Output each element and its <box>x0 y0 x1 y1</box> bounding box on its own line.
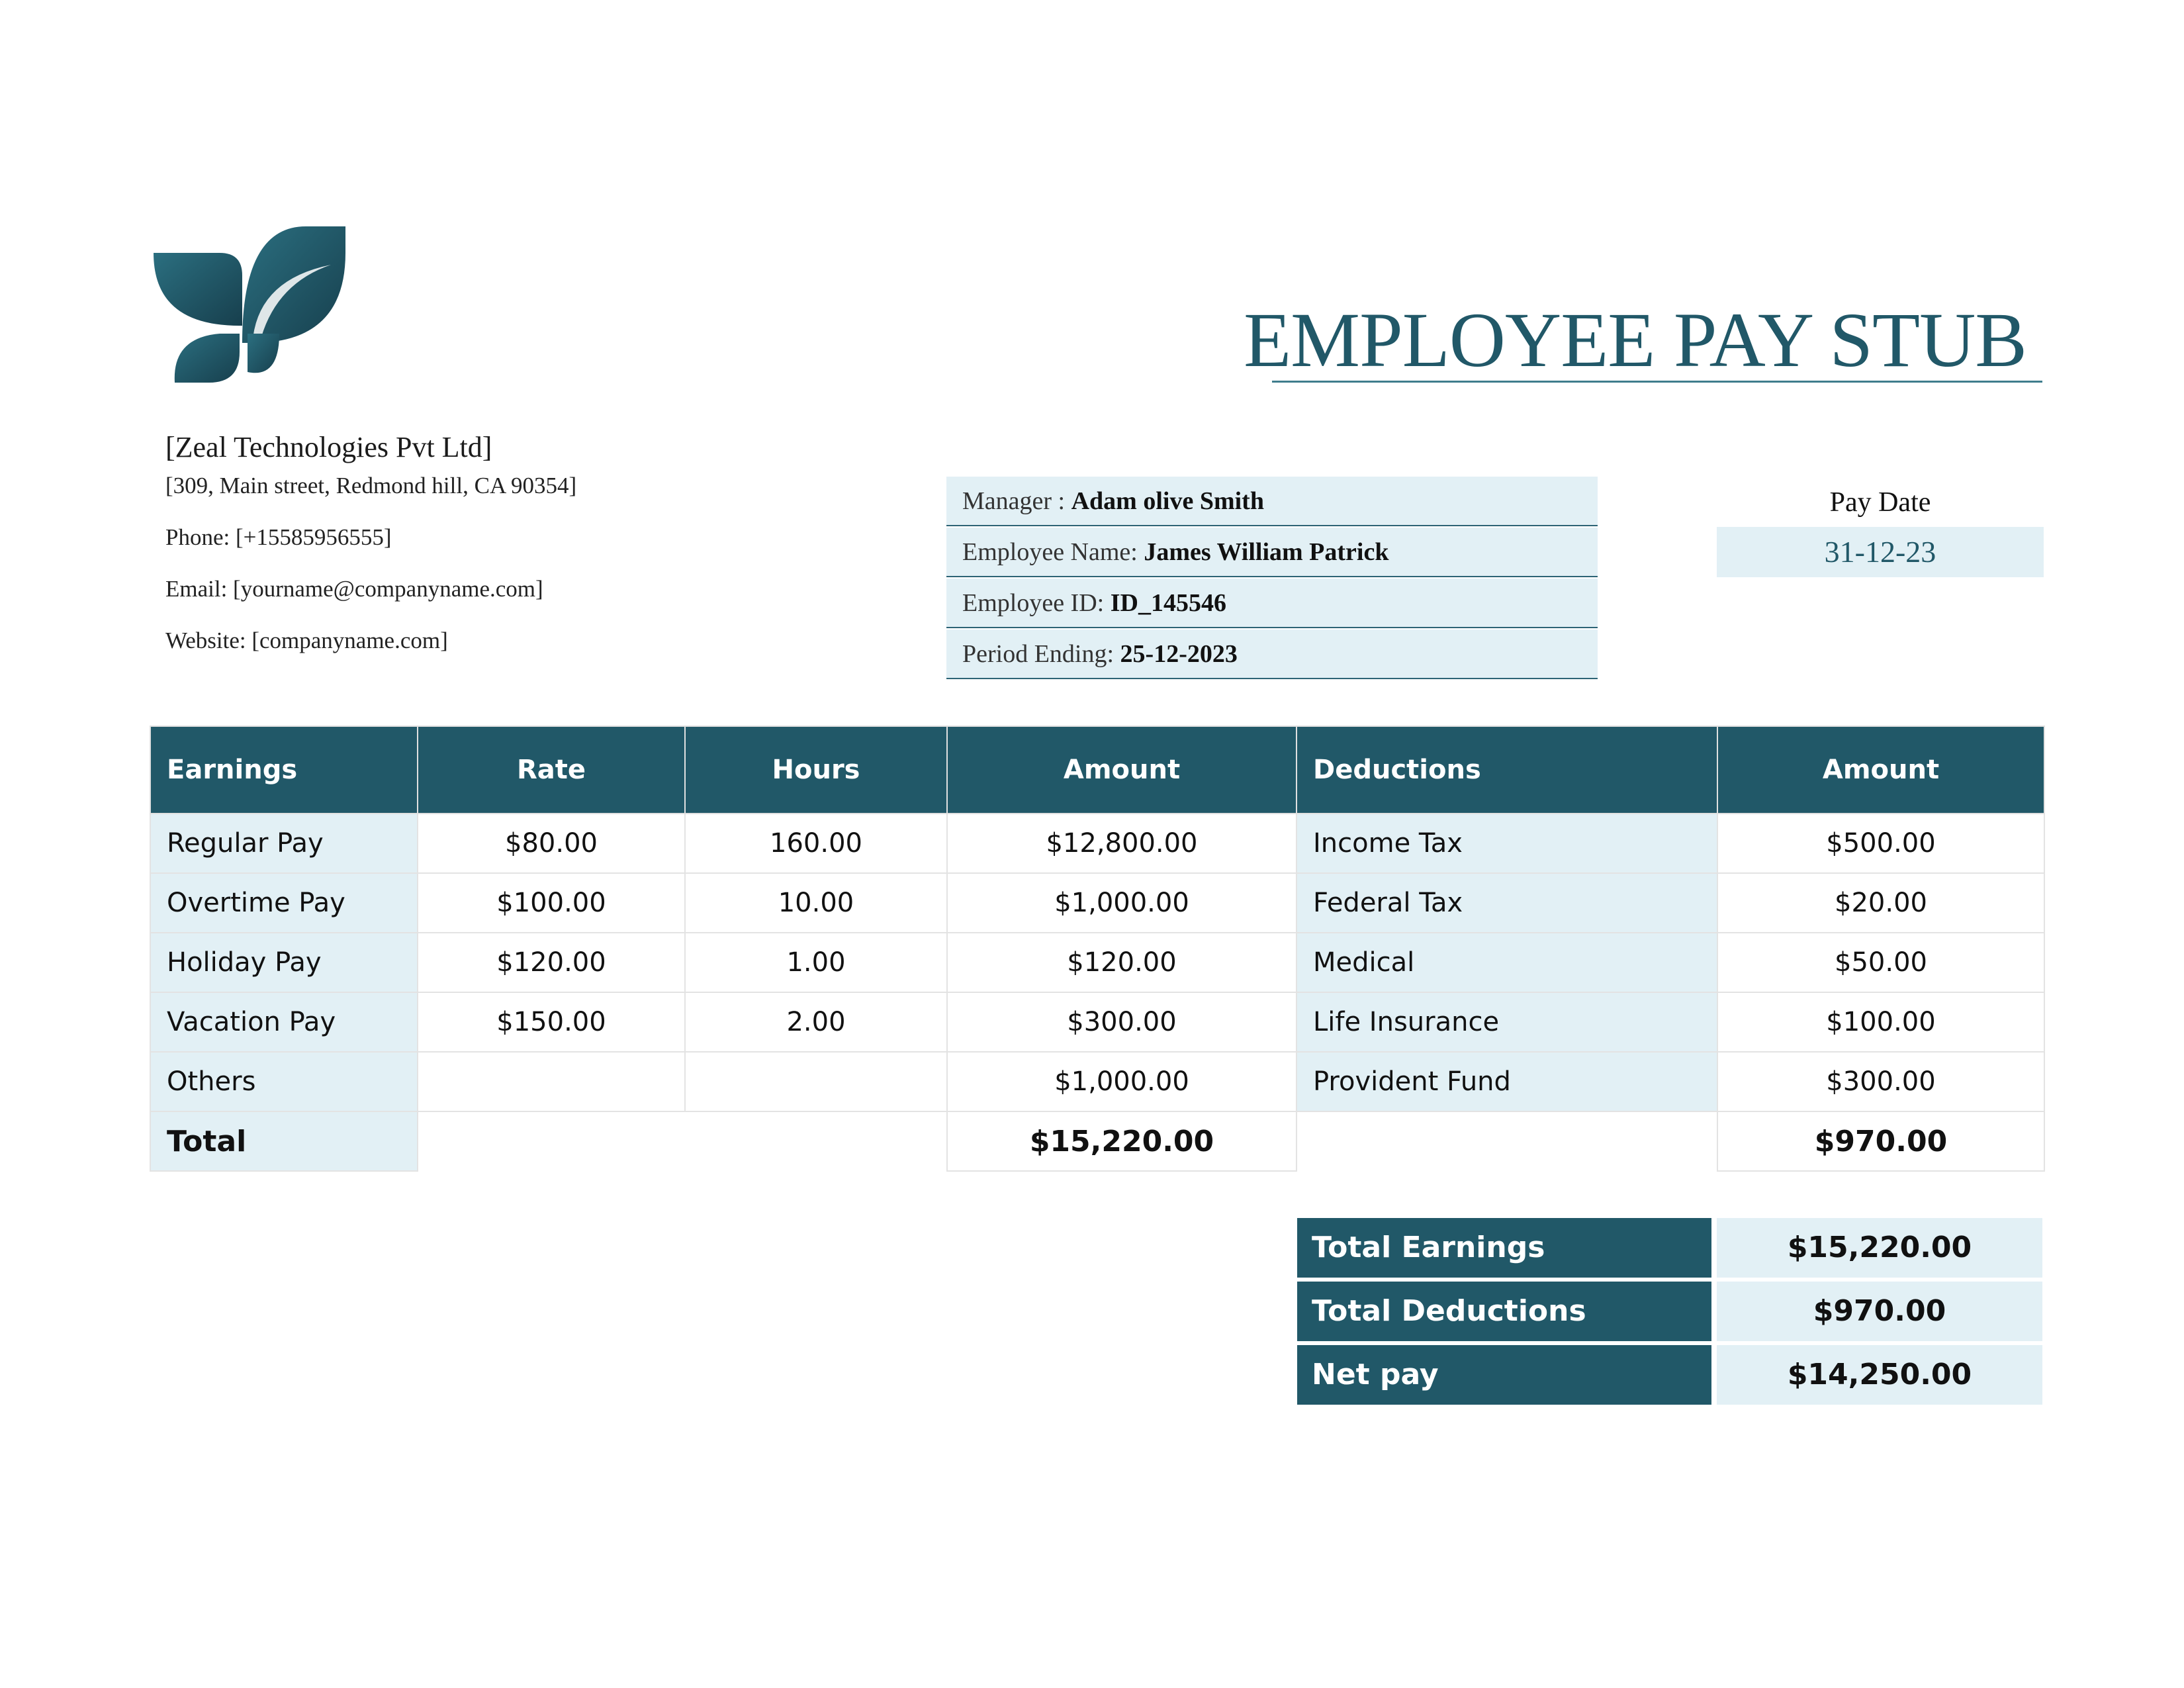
total-earnings-row <box>1297 1218 2042 1278</box>
hours-cell: 160.00 <box>685 814 947 873</box>
header-earnings: Earnings <box>150 726 418 814</box>
rate-cell: $120.00 <box>418 933 685 992</box>
deduction-cell: Federal Tax <box>1297 873 1717 933</box>
amount-cell: $120.00 <box>947 933 1297 992</box>
deduction-cell: Life Insurance <box>1297 992 1717 1052</box>
company-website: Website: [companyname.com] <box>165 628 448 653</box>
employee-name-label: Employee Name: <box>962 538 1144 566</box>
deduction-cell: Medical <box>1297 933 1717 992</box>
total-blank-cell <box>1297 1111 1717 1171</box>
hours-cell: 1.00 <box>685 933 947 992</box>
company-info <box>165 430 927 679</box>
table-row <box>150 814 2044 873</box>
amount-cell: $1,000.00 <box>947 1052 1297 1111</box>
amount-cell: $1,000.00 <box>947 873 1297 933</box>
manager-value: Adam olive Smith <box>1071 487 1264 515</box>
manager-row <box>946 477 1598 526</box>
earning-cell: Others <box>150 1052 418 1111</box>
net-pay-row <box>1297 1345 2042 1405</box>
table-row <box>150 873 2044 933</box>
employee-id-row <box>946 579 1598 628</box>
rate-cell: $150.00 <box>418 992 685 1052</box>
page-title: EMPLOYEE PAY STUB <box>1244 297 2026 383</box>
period-ending-row <box>946 630 1598 679</box>
rate-cell: $100.00 <box>418 873 685 933</box>
rate-cell <box>418 1052 685 1111</box>
table-header-row <box>150 726 2044 814</box>
company-email: Email: [yourname@companyname.com] <box>165 576 543 602</box>
earning-cell: Regular Pay <box>150 814 418 873</box>
amount-cell: $300.00 <box>947 992 1297 1052</box>
deduction-cell: Income Tax <box>1297 814 1717 873</box>
total-label: Total <box>150 1111 418 1171</box>
company-phone: Phone: [+15585956555] <box>165 524 392 550</box>
deduction-amount-cell: $500.00 <box>1717 814 2044 873</box>
earning-cell: Vacation Pay <box>150 992 418 1052</box>
pay-summary <box>1297 1218 2042 1409</box>
deduction-amount-cell: $100.00 <box>1717 992 2044 1052</box>
table-row <box>150 933 2044 992</box>
hours-cell <box>685 1052 947 1111</box>
header-deduction-amount: Amount <box>1717 726 2044 814</box>
pay-date-label: Pay Date <box>1829 487 1931 518</box>
earning-cell: Holiday Pay <box>150 933 418 992</box>
total-row <box>150 1111 2044 1171</box>
company-address: [309, Main street, Redmond hill, CA 90354] <box>165 473 577 498</box>
total-deduction-amount: $970.00 <box>1717 1111 2044 1171</box>
deduction-amount-cell: $300.00 <box>1717 1052 2044 1111</box>
total-earnings-label: Total Earnings <box>1297 1218 1711 1278</box>
net-pay-label: Net pay <box>1297 1345 1711 1405</box>
header-amount: Amount <box>947 726 1297 814</box>
company-logo-icon <box>154 226 345 383</box>
pay-date-value: 31-12-23 <box>1717 527 2044 577</box>
employee-name-row <box>946 528 1598 577</box>
period-ending-label: Period Ending: <box>962 640 1120 668</box>
employee-info-box <box>946 477 1598 680</box>
total-deductions-value: $970.00 <box>1717 1282 2042 1341</box>
header-deductions: Deductions <box>1297 726 1717 814</box>
deduction-cell: Provident Fund <box>1297 1052 1717 1111</box>
header-rate: Rate <box>418 726 685 814</box>
pay-date-block <box>1717 478 2044 577</box>
table-row <box>150 992 2044 1052</box>
deduction-amount-cell: $20.00 <box>1717 873 2044 933</box>
rate-cell: $80.00 <box>418 814 685 873</box>
period-ending-value: 25-12-2023 <box>1120 640 1238 668</box>
document-title-block <box>1244 291 2042 383</box>
total-blank-cell <box>418 1111 947 1171</box>
hours-cell: 10.00 <box>685 873 947 933</box>
header-hours: Hours <box>685 726 947 814</box>
earning-cell: Overtime Pay <box>150 873 418 933</box>
hours-cell: 2.00 <box>685 992 947 1052</box>
employee-id-value: ID_145546 <box>1110 589 1226 617</box>
table-row <box>150 1052 2044 1111</box>
total-earnings-value: $15,220.00 <box>1717 1218 2042 1278</box>
total-deductions-row <box>1297 1282 2042 1341</box>
amount-cell: $12,800.00 <box>947 814 1297 873</box>
employee-name-value: James William Patrick <box>1144 538 1389 566</box>
employee-id-label: Employee ID: <box>962 589 1111 617</box>
earnings-deductions-table <box>150 726 2045 1172</box>
manager-label: Manager : <box>962 487 1071 515</box>
net-pay-value: $14,250.00 <box>1717 1345 2042 1405</box>
total-amount: $15,220.00 <box>947 1111 1297 1171</box>
company-name: [Zeal Technologies Pvt Ltd] <box>165 431 492 463</box>
total-deductions-label: Total Deductions <box>1297 1282 1711 1341</box>
deduction-amount-cell: $50.00 <box>1717 933 2044 992</box>
